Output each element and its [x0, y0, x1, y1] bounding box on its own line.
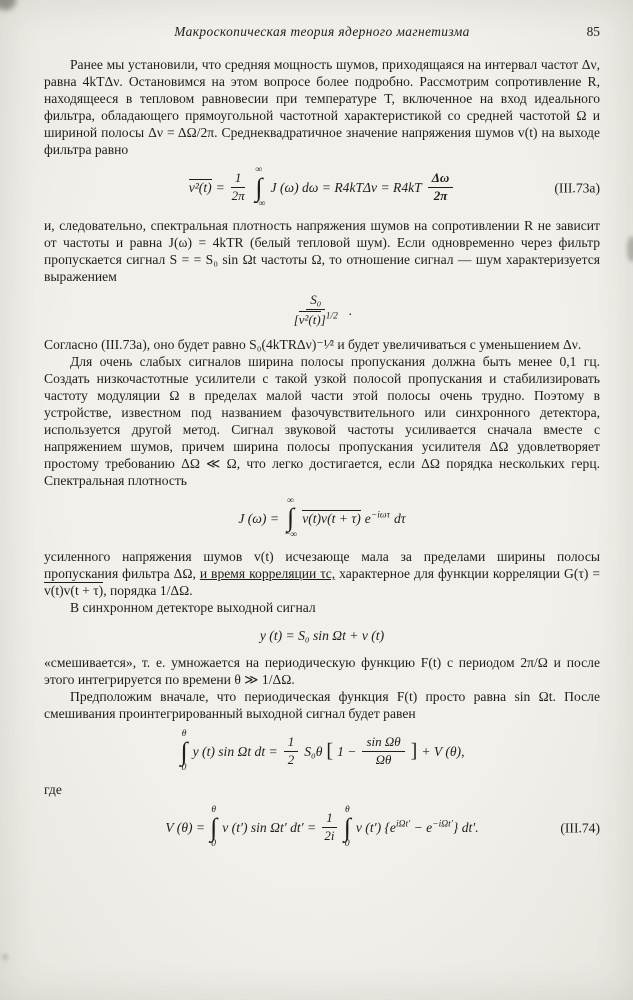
paragraph-3: Согласно (III.73а), оно будет равно S₀(4kTRΔν)⁻¹⁄² и будет увеличиваться с уменьшением Δν. [44, 336, 582, 352]
scan-artifact [0, 0, 16, 10]
integral-sign: θ ∫ 0 [210, 805, 218, 849]
scan-artifact [627, 236, 633, 262]
correlation-function-overline: v(t)v(t + τ) [44, 583, 104, 599]
paragraph-2: и, следовательно, спектральная плотность напряжения шумов на сопротивлении R не зависит от частоты и равна J(ω) = 4kTR (белый тепловой шум). Если одновременно через фильтр пропускается сигнал S = = S₀ sin Ωt частоты Ω, то отношение сигнал — шум характеризуется выражением [44, 218, 600, 285]
page-header [44, 24, 600, 41]
scan-artifact [2, 954, 8, 960]
integral-sign: θ ∫ 0 [343, 805, 351, 849]
integral-sign: θ ∫ 0 [180, 729, 188, 773]
equation-III-73a: v²(t) = $\frac{1}{2\pi}$ ∞ ∫ −∞ J (ω) dω = R4kTΔν = R4kT $\frac{\Delta\omega}{2\pi}$ (III.73а) [188, 165, 600, 209]
equation-output-signal: y (t) = S₀ sin Ωt + v (t) [259, 627, 385, 643]
close-bracket: ] [410, 740, 418, 763]
signal-noise-fraction: $\frac{\text{S₀}}{[v^2(t)]^{1/2}}$ [293, 292, 338, 328]
paragraph-5: усиленного напряжения шумов v(t) исчезающе мала за пределами ширины полосы пропускания фильтра ΔΩ, и время корреляции τc, характерное для функции корреляции G(τ) = v(t)v(t + τ), порядка 1/ΔΩ. [44, 549, 600, 599]
paragraph-9: где [44, 782, 62, 798]
integral-sign: ∞ ∫ −∞ [252, 165, 266, 209]
open-bracket: [ [326, 740, 334, 763]
equation-integrated-signal: θ ∫ 0 y (t) sin Ωt dt = $\frac{1}{2}$ S₀θ [ 1 − $\frac{\text{sin Ωθ}}{\Omega\theta}$ ] + V (θ), [180, 729, 465, 773]
fraction-1-over-2pi: $\frac{1}{2\pi}$ [231, 170, 245, 204]
page-number: 85 [586, 24, 600, 39]
paragraph-1: Ранее мы установили, что средняя мощность шумов, приходящаяся на интервал частот Δν, равна 4kTΔν. Остановимся на этом вопросе более подробно. Рассмотрим сопротивление R, находящееся в тепловом равновесии при температуре T, включенное на вход идеального фильтра, обладающего прямоугольной частотной характеристикой со средней частотой Ω и шириной полосы Δν = ΔΩ/2π. Среднеквадратичное значение напряжения шумов v(t) на выходе фильтра равно [44, 57, 600, 157]
fraction-1-over-2i: $\frac{1}{2i}$ [322, 811, 337, 844]
correlation-overline: v(t)v(t + τ) [302, 511, 361, 527]
fraction-one-half: $\frac{1}{2}$ [284, 735, 299, 768]
equation-III-74: V (θ) = θ ∫ 0 v (t′) sin Ωt′ dt′ = $\frac{1}{2i}$ θ ∫ 0 v (t′) $\{e^{i\Omega t'} - e^{-i\Omega t'}\}$ dt′. (III.74) [165, 805, 600, 849]
emphasized-correlation-time: и время корреляции τc, [199, 566, 336, 582]
fraction-sin-term: $\frac{\text{sin Ωθ}}{\Omega\theta}$ [362, 735, 404, 768]
paragraph-8: Предположим вначале, что периодическая функция F(t) просто равна sin Ωt. После смешивания проинтегрированный выходной сигнал будет равен [44, 689, 600, 722]
equation-signal-noise-ratio: $\frac{\text{S₀}}{[v^2(t)]^{1/2}}$ . [293, 292, 353, 328]
equation-spectral-density: J (ω) = ∞ ∫ −∞ v(t)v(t + τ) $e^{-i\omega\tau}$ dτ [238, 495, 406, 540]
paragraph-6: В синхронном детекторе выходной сигнал [70, 600, 316, 616]
integral-sign: ∞ ∫ −∞ [284, 495, 298, 540]
equation-number: (III.74) [560, 820, 600, 836]
paragraph-4: Для очень слабых сигналов ширина полосы пропускания должна быть менее 0,1 гц. Создать низкочастотные усилители с такой узкой полосой пропускания и стабилизировать частоту модуляции Ω в пределах малой части этой полосы очень трудно. Поэтому в устройстве, известном под названием фазочувствительного или синхронного детектора, используется другой метод. Сигнал звуковой частоты усиливается сначала вместе с напряжением шумов, причем ширина полосы пропускания усилителя ΔΩ удовлетворяет простому требованию ΔΩ ≪ Ω, что легко достигается, если ΔΩ порядка нескольких герц. Спектральная плотность [44, 353, 600, 488]
equation-number: (III.73а) [554, 180, 600, 196]
page-body [44, 56, 600, 849]
mean-square-voltage: v²(t) [188, 180, 212, 196]
running-title: Макроскопическая теория ядерного магнетизма [174, 24, 470, 39]
paragraph-7: «смешивается», т. е. умножается на периодическую функцию F(t) с периодом 2π/Ω и после этого интегрируется по времени θ ≫ 1/ΔΩ. [44, 655, 600, 688]
fraction-dw-over-2pi: $\frac{\Delta\omega}{2\pi}$ [428, 171, 454, 204]
